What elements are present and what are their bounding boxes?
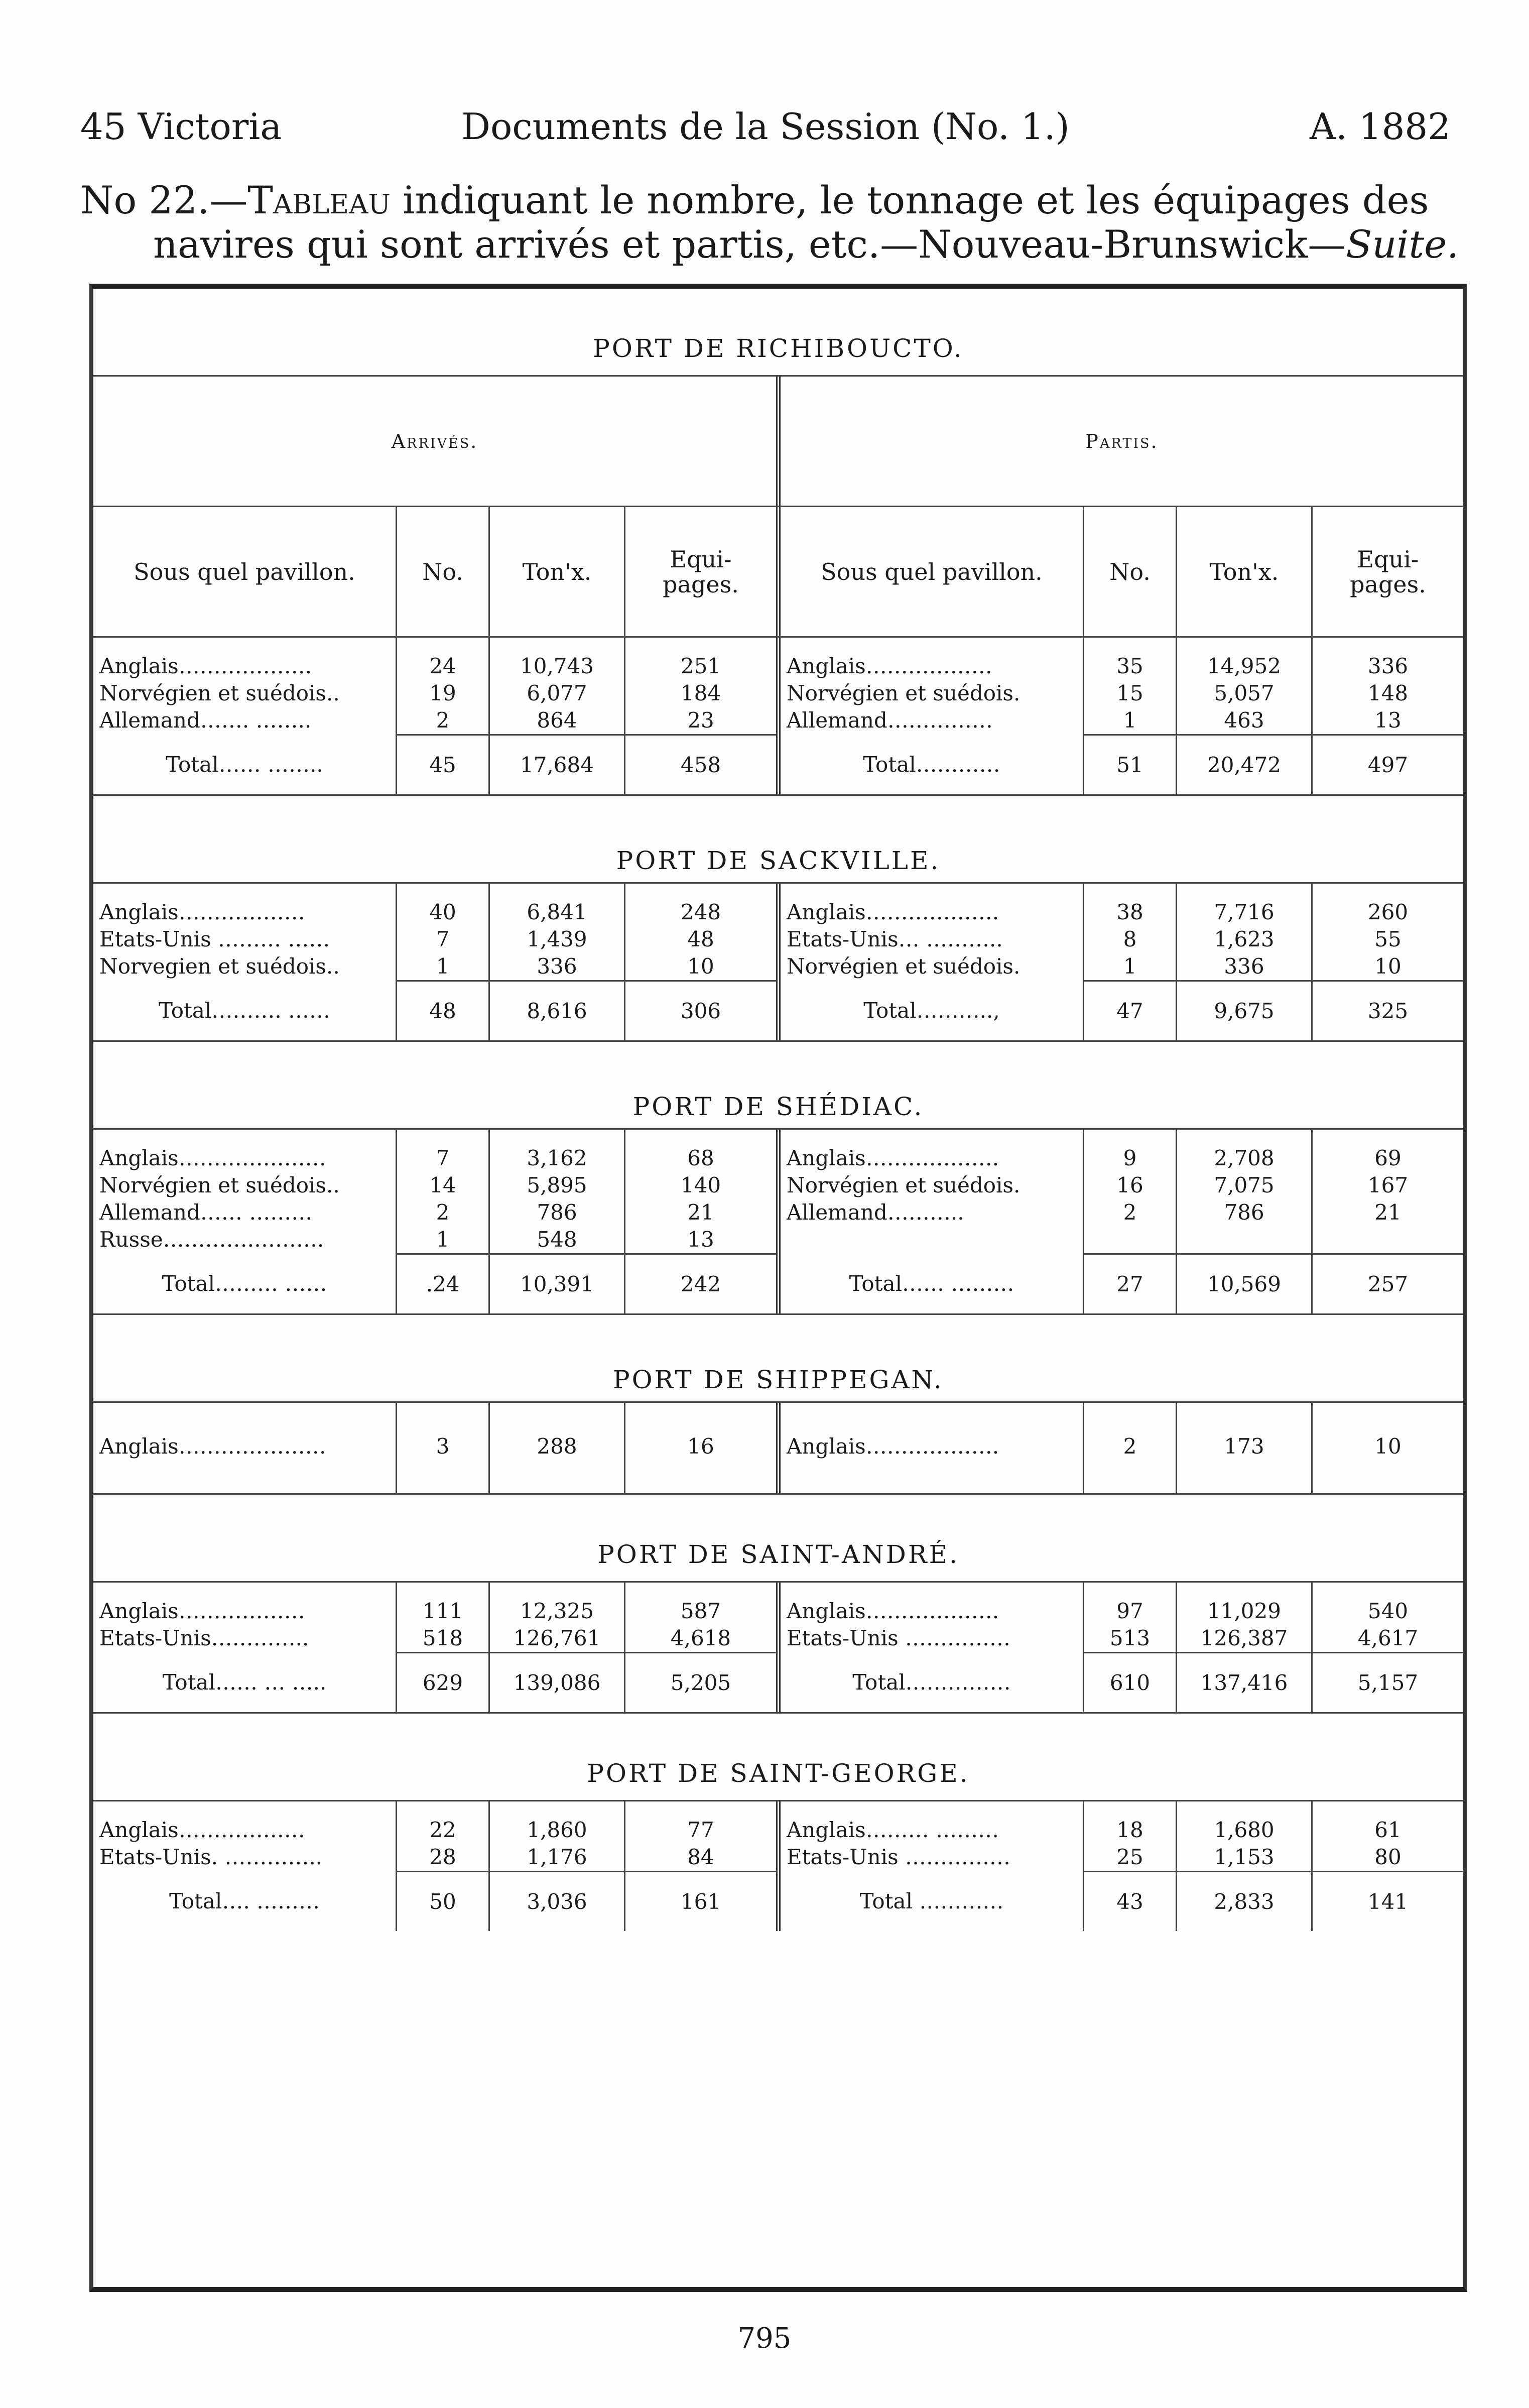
crew-cell: 80 [1374,1845,1401,1869]
ton-cell: 5,057 [1214,681,1275,705]
ton-cell: 463 [1224,708,1264,733]
total-ton: 2,833 [1177,1871,1313,1931]
ton-cell: 1,439 [527,927,587,951]
total-ton: 137,416 [1177,1652,1313,1712]
total-ton: 9,675 [1177,980,1313,1040]
total-row [93,1253,1463,1315]
no-cell: 28 [429,1845,456,1869]
ton-cell: 126,387 [1200,1626,1288,1650]
header-title: Documents de la Session (No. 1.) [461,105,1070,148]
total-no: 45 [397,734,490,794]
flag-cell: Etats-Unis …………… [787,1845,1010,1869]
no-cell: 18 [1116,1818,1143,1842]
section-saint-george [93,1714,1463,1931]
port-title: PORT DE SHIPPEGAN. [93,1315,1463,1403]
no-cell: 1 [436,954,450,979]
crew-cell: 148 [1367,681,1409,705]
flag-cell: Anglais………………. [781,1403,1084,1493]
page-number: 795 [737,2322,792,2355]
no-cell: 2 [1123,1200,1137,1225]
crew-cell: 4,618 [670,1626,731,1650]
total-no: 48 [397,980,490,1040]
ton-cell: 864 [537,708,577,733]
flag-cell: Norvégien et suédois. [787,681,1021,705]
flag-cell: Anglais………………. [99,654,312,678]
ton-cell: 11,029 [1207,1599,1281,1623]
ton-cell: 1,680 [1214,1818,1275,1842]
flag-cell: Etats-Unis ……… …… [99,927,330,951]
total-crew: 497 [1313,734,1463,794]
ton-cell: 1,623 [1214,927,1275,951]
total-crew: 458 [625,734,776,794]
table-caption [80,178,1461,267]
flag-cell: Anglais……… ……… [787,1818,999,1842]
caption-line-1: No 22.—Tableau indiquant le nombre, le tonnage et les équipages des [80,178,1429,222]
caption-line-2 [80,222,1461,267]
total-label: Total…… …….. [93,734,397,794]
total-label: Total…… … ….. [93,1652,397,1712]
total-no: 43 [1084,1871,1177,1931]
crew-cell: 336 [1367,654,1409,678]
crew-cell: 587 [680,1599,721,1623]
crew-cell: 248 [680,900,721,924]
caption-number: No 22. [80,178,210,222]
table-rows [93,638,1463,734]
ton-cell: 7,075 [1214,1173,1275,1197]
ton-cell: 1,176 [527,1845,587,1869]
total-crew: 141 [1313,1871,1463,1931]
flag-cell: Etats-Unis …………… [787,1626,1010,1650]
no-cell: 15 [1116,681,1143,705]
total-crew: 5,157 [1313,1652,1463,1712]
ton-cell: 14,952 [1207,654,1281,678]
crew-cell: 184 [680,681,721,705]
no-cell: 24 [429,654,456,678]
no-cell: 513 [1109,1626,1151,1650]
flag-cell: Anglais……………… [99,1818,305,1842]
no-cell: 1 [1123,708,1137,733]
port-title: PORT DE SAINT-ANDRÉ. [93,1495,1463,1583]
no-cell: 40 [429,900,456,924]
table-rows [93,1583,1463,1652]
flag-cell: Allemand…… ……… [99,1200,313,1225]
no-cell: 2 [436,1200,450,1225]
ton-cell: 6,841 [527,900,587,924]
total-no: .24 [397,1253,490,1313]
port-title: PORT DE SACKVILLE. [93,796,1463,884]
no-cell: 7 [436,927,450,951]
total-label: Total…… ……… [781,1253,1084,1313]
col-tonnage: Ton'x. [490,507,625,636]
ton-cell: 786 [537,1200,577,1225]
crew-cell: 21 [687,1200,714,1225]
total-label: Total………… [781,734,1084,794]
departed-heading: Partis. [1085,430,1159,452]
total-crew: 5,205 [625,1652,776,1712]
crew-cell: 13 [1374,708,1401,733]
total-ton: 10,391 [490,1253,625,1313]
no-cell: 7 [436,1146,450,1170]
crew-cell: 77 [687,1818,714,1842]
total-row [93,1652,1463,1714]
no-cell: 518 [422,1626,463,1650]
col-flag: Sous quel pavillon. [93,507,397,636]
total-ton: 8,616 [490,980,625,1040]
total-label: Total…………… [781,1652,1084,1712]
ton-cell: 548 [537,1227,577,1252]
column-headers [93,507,1463,638]
running-head [80,105,1451,151]
no-cell: 22 [429,1818,456,1842]
no-cell: 19 [429,681,456,705]
caption-suite: Suite. [1346,222,1459,267]
ton-cell: 2,708 [1214,1146,1275,1170]
port-title: PORT DE SHÉDIAC. [93,1042,1463,1130]
crew-cell: 61 [1374,1818,1401,1842]
crew-cell: 540 [1367,1599,1409,1623]
flag-cell: Allemand…………… [787,708,993,733]
crew-cell: 10 [1374,954,1401,979]
crew-cell: 69 [1374,1146,1401,1170]
ton-cell: 1,860 [527,1818,587,1842]
no-cell: 9 [1123,1146,1137,1170]
crew-cell: 23 [687,708,714,733]
crew-cell: 68 [687,1146,714,1170]
no-cell: 1 [1123,954,1137,979]
caption-tableau: Tableau [247,178,391,222]
flag-cell: Anglais………………… [99,1146,326,1170]
section-sackville [93,796,1463,1042]
ton-cell: 5,895 [527,1173,587,1197]
total-label: Total……….., [781,980,1084,1040]
ton-cell: 786 [1224,1200,1264,1225]
crew-cell: 10 [687,954,714,979]
total-row [93,734,1463,796]
col-no: No. [1084,507,1177,636]
ton-cell: 288 [490,1403,625,1493]
col-flag: Sous quel pavillon. [781,507,1084,636]
section-shediac [93,1042,1463,1315]
table-rows [93,1130,1463,1253]
flag-cell: Norvégien et suédois.. [99,681,340,705]
arrived-departed-header [93,377,1463,507]
crew-cell: 10 [1374,1434,1401,1459]
table-frame [89,284,1467,2292]
total-crew: 161 [625,1871,776,1931]
ton-cell: 6,077 [527,681,587,705]
total-no: 629 [397,1652,490,1712]
flag-cell: Norvégien et suédois. [787,1173,1021,1197]
total-no: 27 [1084,1253,1177,1313]
flag-cell: Allemand……. …….. [99,708,312,733]
crew-cell: 251 [680,654,721,678]
total-crew: 306 [625,980,776,1040]
col-tonnage: Ton'x. [1177,507,1313,636]
ton-cell: 1,153 [1214,1845,1275,1869]
ton-cell: 336 [537,954,577,979]
total-ton: 10,569 [1177,1253,1313,1313]
total-ton: 17,684 [490,734,625,794]
total-no: 51 [1084,734,1177,794]
crew-cell: 21 [1374,1200,1401,1225]
crew-cell: 140 [680,1173,721,1197]
flag-cell: Anglais……………… [99,900,305,924]
section-shippegan [93,1315,1463,1495]
crew-cell: 13 [687,1227,714,1252]
flag-cell: Norvégien et suédois. [787,954,1021,979]
total-label: Total………. …… [93,980,397,1040]
ton-cell: 12,325 [520,1599,594,1623]
no-cell: 16 [1116,1173,1143,1197]
flag-cell: Etats-Unis………….. [99,1626,309,1650]
no-cell: 97 [1116,1599,1143,1623]
flag-cell: Anglais………………. [787,900,999,924]
header-year: A. 1882 [1309,105,1451,148]
crew-cell: 260 [1367,900,1409,924]
total-no: 47 [1084,980,1177,1040]
col-no: No. [397,507,490,636]
ton-cell: 336 [1224,954,1264,979]
table-rows [93,1801,1463,1871]
total-row [93,980,1463,1042]
section-richibucto [93,289,1463,796]
col-crew: Equi- pages. [663,545,739,598]
caption-text-2: navires qui sont arrivés et partis, etc.—Nouveau-Brunswick— [153,222,1346,267]
section-saint-andre [93,1495,1463,1714]
no-cell: 14 [429,1173,456,1197]
ton-cell: 126,761 [513,1626,601,1650]
total-label: Total……… …… [93,1253,397,1313]
crew-cell: 84 [687,1845,714,1869]
flag-cell: Etats-Unis… ……….. [787,927,1003,951]
no-cell: 1 [436,1227,450,1252]
total-label: Total…. ……… [93,1871,397,1931]
table-rows [93,1403,1463,1495]
no-cell: 111 [422,1599,463,1623]
col-crew: Equi- pages. [1350,545,1426,598]
flag-cell: Russe………….………. [99,1227,324,1252]
total-row [93,1871,1463,1931]
flag-cell: Anglais………………. [787,1599,999,1623]
flag-cell: Anglais………………… [93,1403,397,1493]
total-ton: 3,036 [490,1871,625,1931]
total-ton: 139,086 [490,1652,625,1712]
ton-cell: 173 [1177,1403,1313,1493]
port-title: PORT DE SAINT-GEORGE. [93,1714,1463,1801]
no-cell: 8 [1123,927,1137,951]
no-cell: 2 [1084,1403,1177,1493]
no-cell: 3 [397,1403,490,1493]
no-cell: 25 [1116,1845,1143,1869]
no-cell: 35 [1116,654,1143,678]
flag-cell: Anglais………………. [787,1146,999,1170]
arrived-heading: Arrivés. [93,377,781,506]
total-label: Total ………… [781,1871,1084,1931]
no-cell: 2 [436,708,450,733]
total-crew: 242 [625,1253,776,1313]
crew-cell: 55 [1374,927,1401,951]
caption-text-1: indiquant le nombre, le tonnage et les équipages des [403,178,1429,222]
total-no: 610 [1084,1652,1177,1712]
total-crew: 257 [1313,1253,1463,1313]
total-no: 50 [397,1871,490,1931]
crew-cell: 16 [687,1434,714,1459]
flag-cell: Norvégien et suédois.. [99,1173,340,1197]
header-volume: 45 Victoria [80,105,282,148]
flag-cell: Etats-Unis. ………….. [99,1845,323,1869]
flag-cell: Allemand……….. [787,1200,964,1225]
table-rows [93,884,1463,980]
flag-cell: Norvegien et suédois.. [99,954,340,979]
flag-cell: Anglais……………… [99,1599,305,1623]
ton-cell: 7,716 [1214,900,1275,924]
no-cell: 38 [1116,900,1143,924]
crew-cell: 4,617 [1357,1626,1419,1650]
ton-cell: 3,162 [527,1146,587,1170]
port-title: PORT DE RICHIBOUCTO. [93,289,1463,377]
ton-cell: 10,743 [520,654,594,678]
crew-cell: 48 [687,927,714,951]
crew-cell: 167 [1367,1173,1409,1197]
total-crew: 325 [1313,980,1463,1040]
flag-cell: Anglais……………… [787,654,992,678]
total-ton: 20,472 [1177,734,1313,794]
